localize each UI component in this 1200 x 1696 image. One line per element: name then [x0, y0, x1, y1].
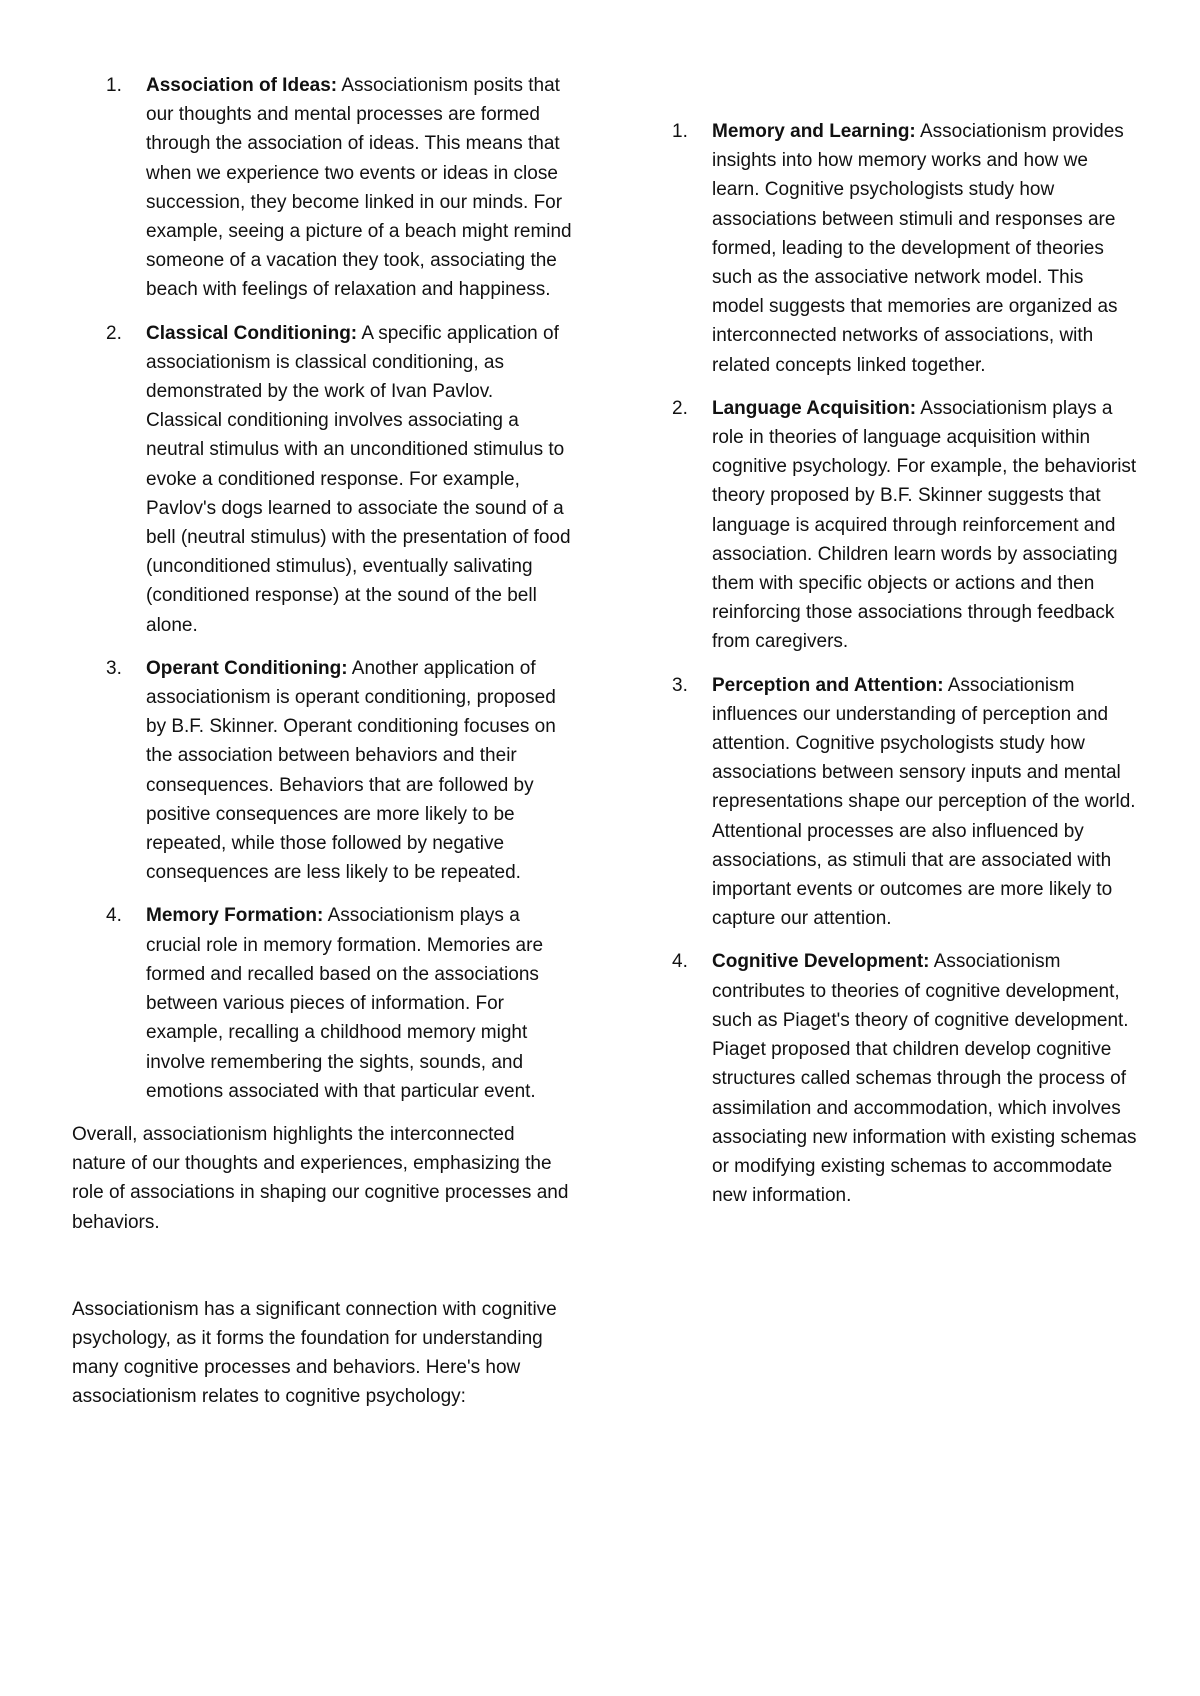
list-text: Associationism provides insights into how memory works and how we learn. Cognitive psychologists study how associations between stimuli and responses are formed, leading to the development of theories such as the associative network model. This model suggests that memories are organized as interconnected networks of associations, with related concepts linked together.: [712, 121, 1124, 376]
list-term: Cognitive Development:: [712, 951, 930, 973]
list-number: 3.: [672, 674, 688, 696]
list-number: 1.: [106, 75, 122, 96]
list-item: [638, 117, 1138, 380]
list-text: Associationism influences our understanding of perception and attention. Cognitive psychologists study how associations between sensory inputs and mental representations shape our perception of the world. Attentional processes are also influenced by associations, as stimuli that are associated with important events or outcomes are more likely to capture our attention.: [712, 674, 1136, 930]
right-column: [638, 117, 1138, 1224]
list-number: 4.: [672, 951, 688, 973]
list-number: 2.: [672, 397, 688, 419]
list-number: 1.: [672, 121, 688, 142]
list-item: [72, 319, 572, 640]
list-term: Perception and Attention:: [712, 674, 944, 696]
list-term: Association of Ideas:: [146, 75, 338, 96]
list-text: Associationism plays a role in theories of language acquisition within cognitive psychology. For example, the behaviorist theory proposed by B.F. Skinner suggests that language is acquired through reinforcement and association. Children learn words by associating them with specific objects or actions and then reinforcing those associations through feedback from caregivers.: [712, 397, 1137, 653]
list-term: Classical Conditioning:: [146, 322, 358, 344]
list-text: Another application of associationism is operant conditioning, proposed by B.F. Skinner. Operant conditioning focuses on the association between behaviors and their consequences. Behaviors that are followed by positive consequences are more likely to be repeated, while those followed by negative consequences are less likely to be repeated.: [146, 657, 556, 884]
right-numbered-list: [638, 117, 1138, 1210]
list-item: [638, 947, 1138, 1210]
list-number: 2.: [106, 322, 122, 344]
list-term: Memory and Learning:: [712, 121, 916, 142]
list-item: [638, 671, 1138, 934]
list-term: Language Acquisition:: [712, 397, 917, 419]
list-item: [638, 394, 1138, 657]
left-numbered-list: [72, 71, 572, 1106]
overall-paragraph: Overall, associationism highlights the interconnected nature of our thoughts and experiences, emphasizing the role of associations in shaping our cognitive processes and behaviors.: [72, 1123, 569, 1233]
list-text: A specific application of associationism is classical conditioning, as demonstrated by the work of Ivan Pavlov. Classical conditioning involves associating a neutral stimulus with an unconditioned stimulus to evoke a conditioned response. For example, Pavlov's dogs learned to associate the sound of a bell (neutral stimulus) with the presentation of food (unconditioned stimulus), eventually salivating (conditioned response) at the sound of the bell alone.: [146, 322, 571, 636]
list-item: [72, 901, 572, 1105]
list-text: Associationism contributes to theories of cognitive development, such as Piaget's theory of cognitive development. Piaget proposed that children develop cognitive structures called schemas through the process of assimilation and accommodation, which involves associating new information with existing schemas or modifying existing schemas to accommodate new information.: [712, 951, 1137, 1207]
list-item: [72, 71, 572, 305]
list-number: 3.: [106, 657, 122, 679]
list-text: Associationism posits that our thoughts and mental processes are formed through the association of ideas. This means that when we experience two events or ideas in close succession, they become linked in our minds. For example, seeing a picture of a beach might remind someone of a vacation they took, associating the beach with feelings of relaxation and happiness.: [146, 75, 572, 301]
intro-paragraph: Associationism has a significant connection with cognitive psychology, as it forms the foundation for understanding many cognitive processes and behaviors. Here's how associationism relates to cognitive psychology:: [72, 1298, 557, 1408]
left-column: [72, 71, 572, 1412]
list-number: 4.: [106, 905, 122, 927]
list-term: Operant Conditioning:: [146, 657, 348, 679]
list-text: Associationism plays a crucial role in memory formation. Memories are formed and recalled based on the associations between various pieces of information. For example, recalling a childhood memory might involve remembering the sights, sounds, and emotions associated with that particular event.: [146, 905, 544, 1102]
list-term: Memory Formation:: [146, 905, 324, 927]
list-item: [72, 654, 572, 888]
